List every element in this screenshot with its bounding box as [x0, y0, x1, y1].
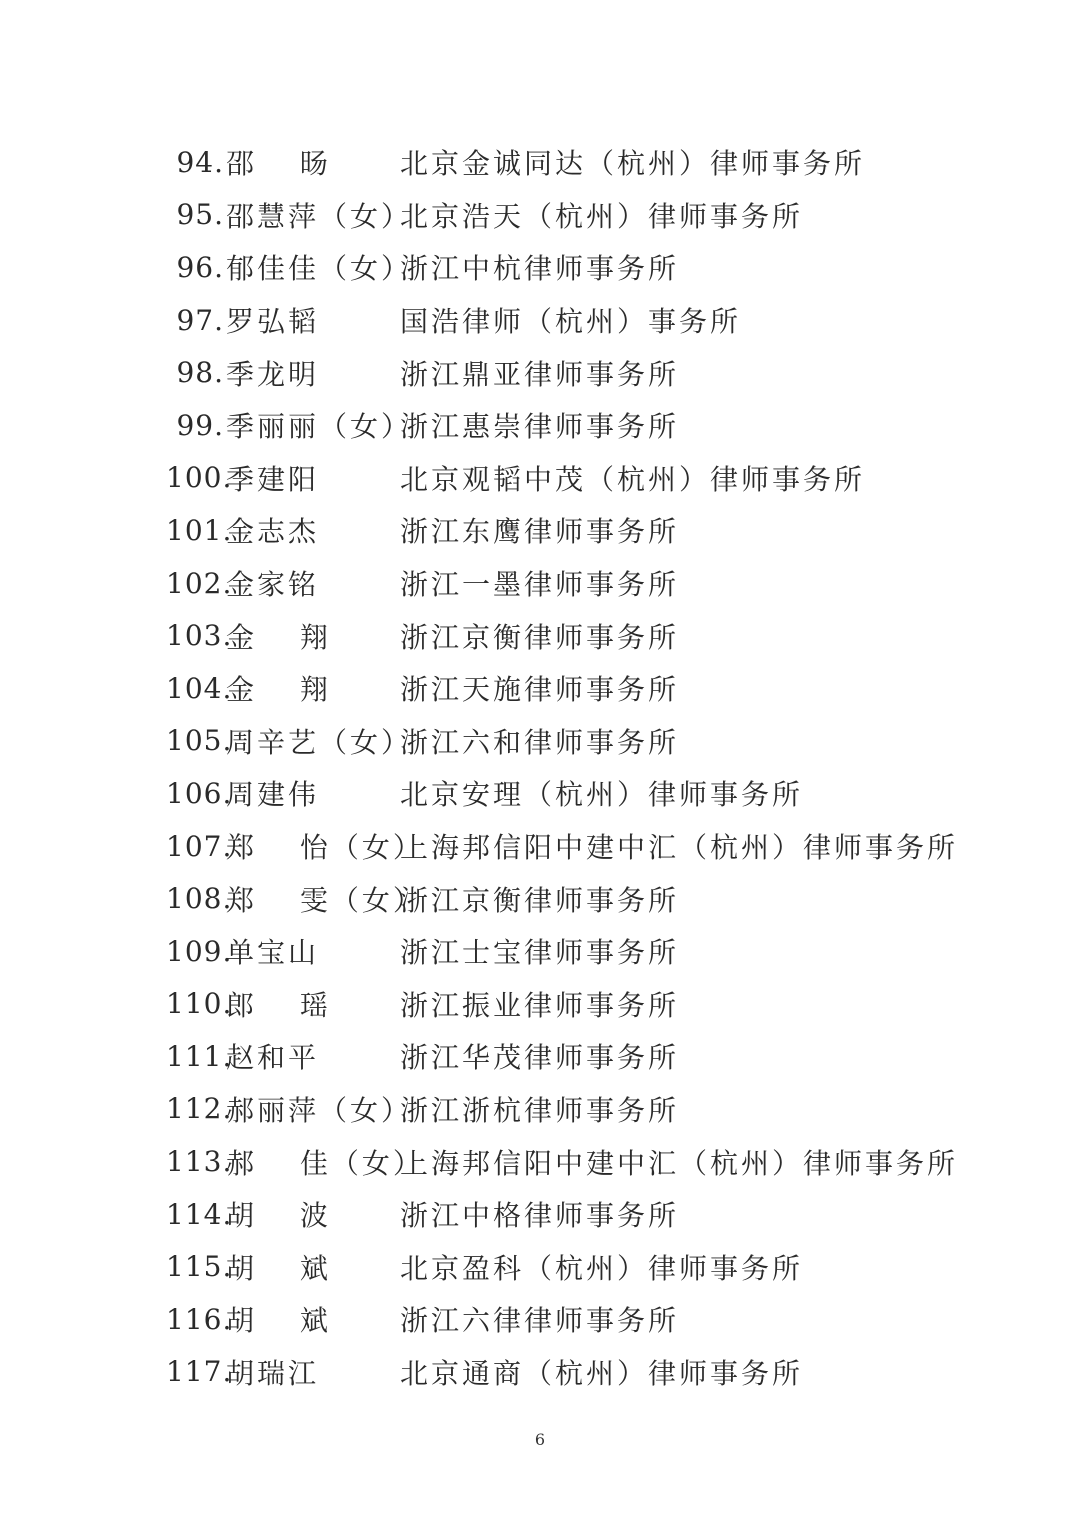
entry-number: 110.: [166, 987, 233, 1021]
entry-number: 116.: [166, 1302, 233, 1336]
law-firm-name: 浙江振业律师事务所: [400, 988, 680, 1022]
lawyer-name: 罗弘韬: [226, 305, 320, 339]
list-item: [166, 609, 1026, 662]
law-firm-name: 北京安理（杭州）律师事务所: [400, 778, 804, 812]
law-firm-name: 浙江东鹰律师事务所: [400, 515, 680, 549]
law-firm-name: 浙江六律律师事务所: [400, 1304, 680, 1338]
list-item: [166, 715, 1026, 768]
list-item: [166, 978, 1026, 1031]
list-item: [166, 399, 1026, 452]
law-firm-name: 浙江士宝律师事务所: [400, 936, 680, 970]
lawyer-name: 郝丽萍（女）: [226, 1093, 413, 1127]
lawyer-name: 邵慧萍（女）: [226, 199, 413, 233]
law-firm-name: 北京浩天（杭州）律师事务所: [400, 199, 804, 233]
lawyer-name: 单宝山: [226, 936, 320, 970]
list-item: [166, 1135, 1026, 1188]
lawyer-name: 郎 瑶: [226, 988, 331, 1022]
law-firm-name: 浙江天施律师事务所: [400, 673, 680, 707]
list-item: [166, 136, 1026, 189]
entry-number: 102.: [166, 566, 233, 600]
lawyer-name: 金 翔: [226, 620, 331, 654]
law-firm-name: 上海邦信阳中建中汇（杭州）律师事务所: [400, 831, 959, 865]
list-item: [166, 1346, 1026, 1399]
entry-number: 113.: [166, 1145, 233, 1179]
lawyer-name: 周辛艺（女）: [226, 725, 413, 759]
entry-number: 99.: [176, 408, 224, 442]
law-firm-name: 北京观韬中茂（杭州）律师事务所: [400, 462, 866, 496]
entry-number: 106.: [166, 776, 233, 810]
list-item: [166, 925, 1026, 978]
list-item: [166, 1293, 1026, 1346]
lawyer-name: 郁佳佳（女）: [226, 252, 413, 286]
list-item: [166, 452, 1026, 505]
lawyer-name: 金 翔: [226, 673, 331, 707]
list-item: [166, 1083, 1026, 1136]
lawyer-name: 胡 斌: [226, 1304, 331, 1338]
law-firm-name: 浙江华茂律师事务所: [400, 1041, 680, 1075]
list-item: [166, 1240, 1026, 1293]
lawyer-name: 郑 怡（女）: [226, 831, 424, 865]
law-firm-name: 北京盈科（杭州）律师事务所: [400, 1251, 804, 1285]
law-firm-name: 浙江一墨律师事务所: [400, 568, 680, 602]
law-firm-name: 浙江京衡律师事务所: [400, 883, 680, 917]
lawyer-name: 胡 斌: [226, 1251, 331, 1285]
list-item: [166, 557, 1026, 610]
page-number: 6: [534, 1430, 546, 1449]
lawyer-list: [166, 136, 1026, 1398]
law-firm-name: 北京通商（杭州）律师事务所: [400, 1356, 804, 1390]
entry-number: 101.: [166, 513, 233, 547]
entry-number: 105.: [166, 724, 233, 758]
lawyer-name: 周建伟: [226, 778, 320, 812]
lawyer-name: 季龙明: [226, 357, 320, 391]
entry-number: 98.: [176, 356, 224, 390]
list-item: [166, 1030, 1026, 1083]
lawyer-name: 赵和平: [226, 1041, 320, 1075]
entry-number: 115.: [166, 1250, 233, 1284]
entry-number: 114.: [166, 1197, 233, 1231]
entry-number: 108.: [166, 882, 233, 916]
law-firm-name: 浙江浙杭律师事务所: [400, 1093, 680, 1127]
entry-number: 111.: [166, 1039, 233, 1073]
list-item: [166, 241, 1026, 294]
entry-number: 109.: [166, 934, 233, 968]
entry-number: 95.: [176, 198, 224, 232]
lawyer-name: 季建阳: [226, 462, 320, 496]
law-firm-name: 浙江六和律师事务所: [400, 725, 680, 759]
law-firm-name: 国浩律师（杭州）事务所: [400, 305, 742, 339]
lawyer-name: 郑 雯（女）: [226, 883, 424, 917]
law-firm-name: 浙江鼎亚律师事务所: [400, 357, 680, 391]
entry-number: 94.: [176, 145, 224, 179]
list-item: [166, 872, 1026, 925]
entry-number: 112.: [166, 1092, 233, 1126]
entry-number: 104.: [166, 671, 233, 705]
lawyer-name: 胡 波: [226, 1199, 331, 1233]
entry-number: 107.: [166, 829, 233, 863]
entry-number: 97.: [176, 303, 224, 337]
law-firm-name: 上海邦信阳中建中汇（杭州）律师事务所: [400, 1146, 959, 1180]
lawyer-name: 金志杰: [226, 515, 320, 549]
list-item: [166, 1188, 1026, 1241]
list-item: [166, 662, 1026, 715]
list-item: [166, 346, 1026, 399]
lawyer-name: 金家铭: [226, 568, 320, 602]
lawyer-name: 郝 佳（女）: [226, 1146, 424, 1180]
list-item: [166, 820, 1026, 873]
list-item: [166, 504, 1026, 557]
list-item: [166, 189, 1026, 242]
law-firm-name: 浙江中杭律师事务所: [400, 252, 680, 286]
list-item: [166, 767, 1026, 820]
law-firm-name: 浙江京衡律师事务所: [400, 620, 680, 654]
lawyer-name: 季丽丽（女）: [226, 410, 413, 444]
law-firm-name: 北京金诚同达（杭州）律师事务所: [400, 147, 866, 181]
entry-number: 100.: [166, 461, 233, 495]
law-firm-name: 浙江惠崇律师事务所: [400, 410, 680, 444]
entry-number: 103.: [166, 619, 233, 653]
entry-number: 96.: [176, 250, 224, 284]
entry-number: 117.: [166, 1355, 233, 1389]
lawyer-name: 胡瑞江: [226, 1356, 320, 1390]
list-item: [166, 294, 1026, 347]
law-firm-name: 浙江中格律师事务所: [400, 1199, 680, 1233]
lawyer-name: 邵 旸: [226, 147, 331, 181]
